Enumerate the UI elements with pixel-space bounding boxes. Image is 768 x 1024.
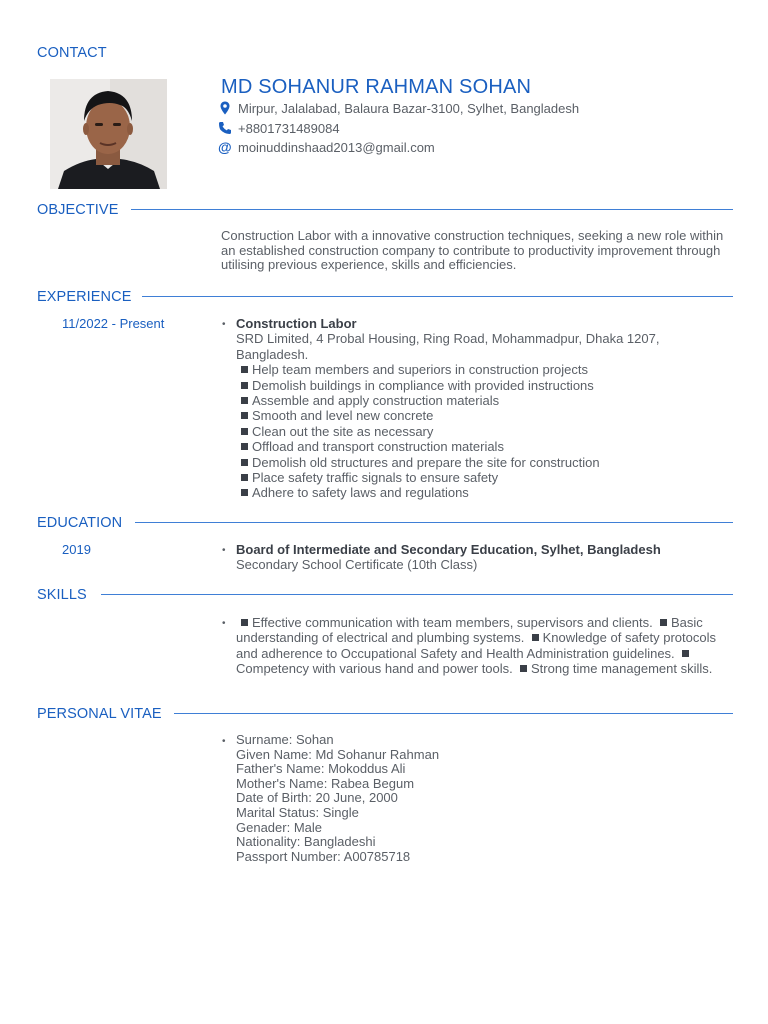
skill-item: Basic understanding of electrical and plumbing systems.: [236, 615, 703, 646]
square-bullet-icon: [241, 443, 248, 450]
task-item: Adhere to safety laws and regulations: [236, 485, 731, 500]
phone-row: [217, 119, 340, 137]
experience-bullet: •: [222, 319, 226, 330]
phone-icon: [217, 120, 233, 136]
task-item: Demolish old structures and prepare the site for construction: [236, 455, 731, 470]
vitae-line: Passport Number: A00785718: [236, 848, 411, 864]
profile-photo: [50, 79, 167, 189]
experience-entry: [236, 316, 731, 501]
task-item: Demolish buildings in compliance with provided instructions: [236, 378, 731, 393]
square-bullet-icon: [241, 412, 248, 419]
education-entry: [236, 542, 731, 573]
education-institution: Board of Intermediate and Secondary Education, Sylhet, Bangladesh: [236, 542, 661, 557]
vitae-line: Father's Name: Mokoddus Ali: [236, 761, 406, 777]
education-bullet: •: [222, 545, 226, 556]
svg-text:@: @: [218, 139, 232, 155]
candidate-name: MD SOHANUR RAHMAN SOHAN: [221, 76, 532, 98]
objective-text: Construction Labor with a innovative construction techniques, seeking a new role within an established construction company to contribute to productivity improvement through utilising previous experience, skills and efficiencies.: [221, 228, 724, 273]
vitae-line: Mother's Name: Rabea Begum: [236, 775, 415, 791]
address-text: Mirpur, Jalalabad, Balaura Bazar-3100, Sylhet, Bangladesh: [238, 100, 580, 116]
education-divider: [135, 522, 733, 523]
square-bullet-icon: [682, 650, 689, 657]
experience-divider: [142, 296, 733, 297]
square-bullet-icon: [241, 428, 248, 435]
objective-divider: [131, 209, 733, 210]
skills-divider: [101, 594, 733, 595]
location-pin-icon: [217, 100, 233, 116]
vitae-line: Date of Birth: 20 June, 2000: [236, 790, 398, 806]
experience-heading: EXPERIENCE: [37, 289, 132, 305]
task-item: Smooth and level new concrete: [236, 408, 731, 423]
skills-list: [236, 615, 731, 676]
at-sign-icon: [217, 139, 233, 155]
square-bullet-icon: [241, 397, 248, 404]
skills-bullet: •: [222, 618, 226, 629]
email-text[interactable]: moinuddinshaad2013@gmail.com: [238, 139, 435, 155]
email-row: [217, 138, 435, 156]
vitae-bullet: •: [222, 736, 226, 747]
task-item: Offload and transport construction materials: [236, 439, 731, 454]
vitae-line: Marital Status: Single: [236, 804, 359, 820]
square-bullet-icon: [241, 366, 248, 373]
experience-date: 11/2022 - Present: [62, 316, 165, 331]
task-item: Help team members and superiors in construction projects: [236, 362, 731, 377]
education-year: 2019: [62, 542, 91, 557]
vitae-line: Given Name: Md Sohanur Rahman: [236, 746, 440, 762]
task-list: [236, 362, 731, 501]
skill-item: Effective communication with team members, supervisors and clients.: [252, 615, 653, 630]
education-heading: EDUCATION: [37, 515, 123, 531]
education-degree: Secondary School Certificate (10th Class): [236, 557, 478, 573]
task-item: Clean out the site as necessary: [236, 424, 731, 439]
square-bullet-icon: [532, 634, 539, 641]
square-bullet-icon: [241, 382, 248, 389]
square-bullet-icon: [241, 489, 248, 496]
task-item: Place safety traffic signals to ensure safety: [236, 470, 731, 485]
skill-item: Knowledge of safety protocols and adherence to Occupational Safety and Health Administration guidelines.: [236, 630, 716, 661]
job-company: SRD Limited, 4 Probal Housing, Ring Road, Mohammadpur, Dhaka 1207, Bangladesh.: [236, 331, 660, 362]
address-row: [217, 99, 579, 117]
vitae-line: Nationality: Bangladeshi: [236, 834, 376, 850]
task-item: Assemble and apply construction materials: [236, 393, 731, 408]
contact-heading: CONTACT: [37, 45, 107, 61]
square-bullet-icon: [241, 459, 248, 466]
vitae-heading: PERSONAL VITAE: [37, 706, 162, 722]
job-role: Construction Labor: [236, 316, 357, 331]
vitae-line: Surname: Sohan: [236, 732, 334, 747]
portrait-image: [50, 79, 167, 189]
skill-item: Strong time management skills.: [531, 660, 713, 676]
skill-item: Competency with various hand and power tools.: [236, 660, 513, 676]
square-bullet-icon: [660, 619, 667, 626]
skills-heading: SKILLS: [37, 587, 87, 603]
vitae-line: Genader: Male: [236, 819, 322, 835]
phone-text: +8801731489084: [238, 120, 340, 136]
square-bullet-icon: [241, 474, 248, 481]
objective-heading: OBJECTIVE: [37, 202, 119, 218]
square-bullet-icon: [241, 619, 248, 626]
square-bullet-icon: [520, 665, 527, 672]
vitae-list: [236, 733, 731, 864]
vitae-divider: [174, 713, 733, 714]
